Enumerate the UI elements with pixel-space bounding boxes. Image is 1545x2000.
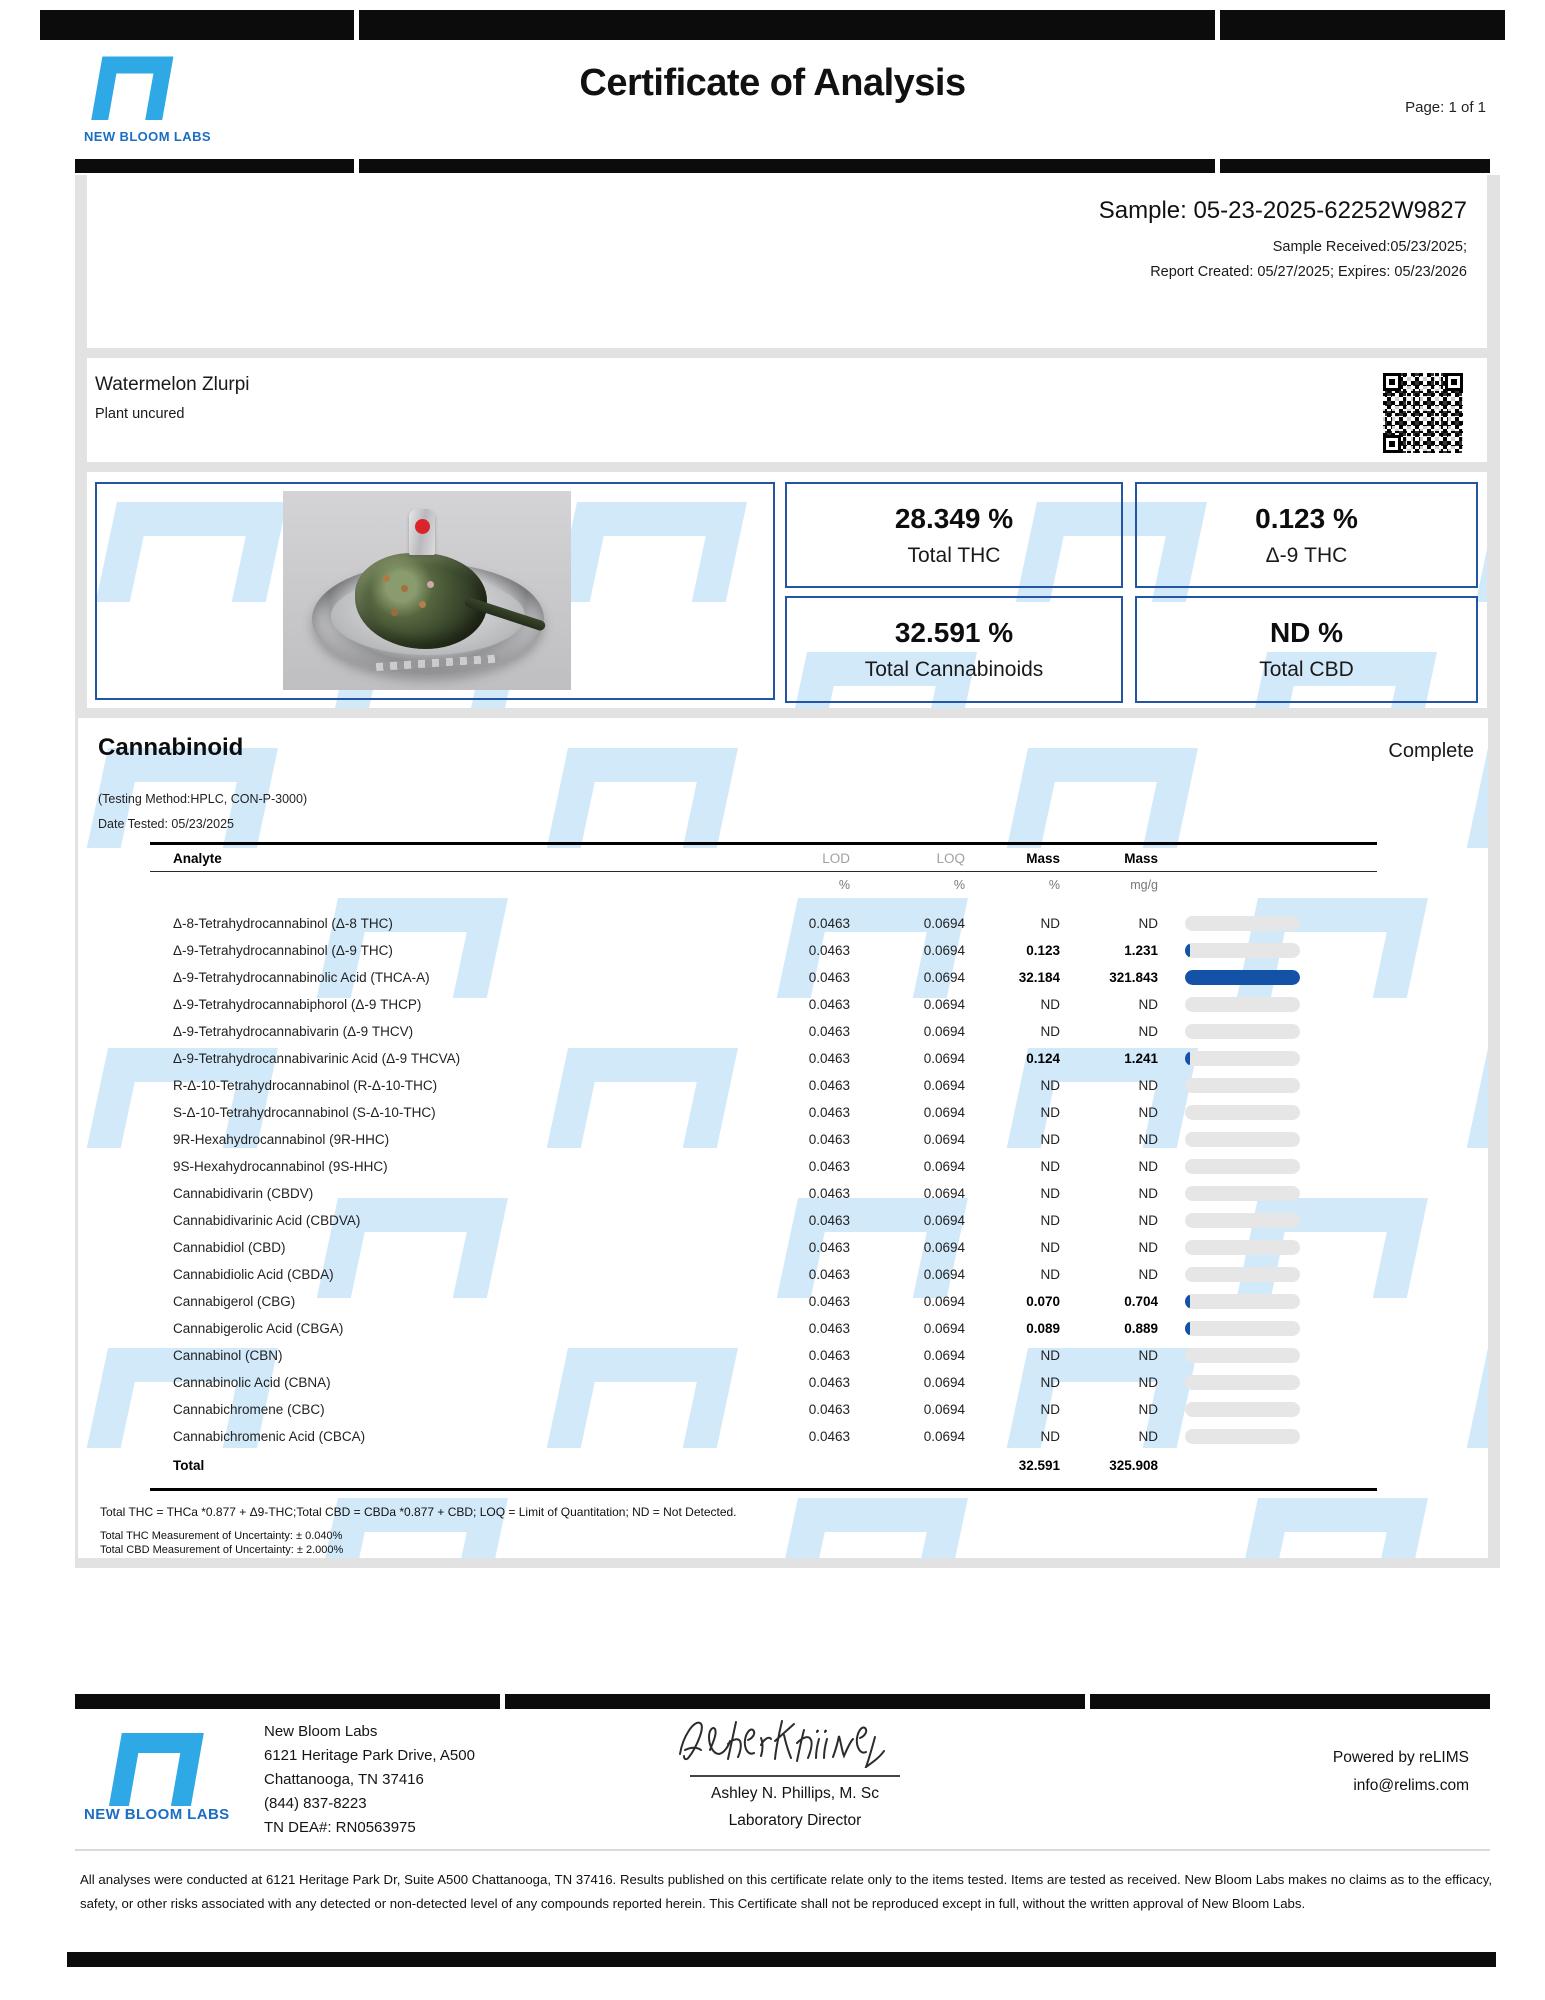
table-row xyxy=(150,1153,1377,1180)
loq-value: 0.0694 xyxy=(923,943,965,958)
mass-bar-track xyxy=(1185,997,1300,1012)
mass-bar-track xyxy=(1185,1078,1300,1093)
mass-percent-value: ND xyxy=(1040,1348,1060,1363)
table-header-row xyxy=(150,842,1377,872)
mass-bar-cell xyxy=(1158,1078,1377,1093)
mass-percent-value: 0.123 xyxy=(1026,943,1060,958)
mass-percent-value: ND xyxy=(1040,1159,1060,1174)
analyte-name: Cannabinol (CBN) xyxy=(173,1348,283,1363)
mass-bar-track xyxy=(1185,1186,1300,1201)
table-row xyxy=(150,1234,1377,1261)
table-row xyxy=(150,910,1377,937)
table-row xyxy=(150,964,1377,991)
mass-mgg-value: ND xyxy=(1138,1078,1158,1093)
page-title: Certificate of Analysis xyxy=(579,62,966,104)
footer-rule xyxy=(75,1849,1490,1851)
lod-value: 0.0463 xyxy=(808,1429,850,1444)
date-tested: Date Tested: 05/23/2025 xyxy=(98,817,234,831)
mass-bar-track xyxy=(1185,1051,1300,1066)
analyte-name: Cannabichromene (CBC) xyxy=(173,1402,325,1417)
table-row xyxy=(150,1018,1377,1045)
mass-bar-track xyxy=(1185,1348,1300,1363)
stat-box-total-thc xyxy=(785,482,1123,588)
lod-value: 0.0463 xyxy=(808,1132,850,1147)
mass-mgg-value: 1.241 xyxy=(1124,1051,1158,1066)
header-divider-bar xyxy=(75,159,1490,173)
mass-bar-track xyxy=(1185,970,1300,985)
table-row xyxy=(150,1315,1377,1342)
loq-value: 0.0694 xyxy=(923,1321,965,1336)
table-units-row xyxy=(150,872,1377,898)
bar-gap xyxy=(1215,159,1220,173)
analyte-name: Δ-9-Tetrahydrocannabivarin (Δ-9 THCV) xyxy=(173,1024,414,1039)
footer-brand-text: NEW BLOOM LABS xyxy=(84,1806,230,1823)
mass-percent-value: ND xyxy=(1040,1267,1060,1282)
unit-label: % xyxy=(1048,878,1060,892)
analyte-name: 9R-Hexahydrocannabinol (9R-HHC) xyxy=(173,1132,390,1147)
stat-value: 28.349 % xyxy=(894,502,1014,534)
footer-divider-bar xyxy=(75,1694,1490,1709)
mass-mgg-value: 0.704 xyxy=(1124,1294,1158,1309)
column-header: Analyte xyxy=(173,850,222,866)
bar-gap xyxy=(1085,1694,1090,1709)
table-row xyxy=(150,991,1377,1018)
report-created-expires: Report Created: 05/27/2025; Expires: 05/23/2026 xyxy=(1150,264,1467,280)
mass-percent-value: ND xyxy=(1040,1429,1060,1444)
red-dot-sticker xyxy=(415,519,430,534)
mass-mgg-value: ND xyxy=(1138,916,1158,931)
bar-gap xyxy=(354,159,359,173)
mass-bar-fill xyxy=(1185,943,1190,958)
loq-value: 0.0694 xyxy=(923,1294,965,1309)
lod-value: 0.0463 xyxy=(808,1240,850,1255)
mass-mgg-value: 1.231 xyxy=(1124,943,1158,958)
analyte-name: Δ-9-Tetrahydrocannabivarinic Acid (Δ-9 THCVA) xyxy=(173,1051,461,1066)
loq-value: 0.0694 xyxy=(923,970,965,985)
mass-mgg-value: ND xyxy=(1138,1159,1158,1174)
lod-value: 0.0463 xyxy=(808,1078,850,1093)
table-row xyxy=(150,937,1377,964)
mass-bar-cell xyxy=(1158,1267,1377,1282)
loq-value: 0.0694 xyxy=(923,1429,965,1444)
mass-bar-fill xyxy=(1185,1321,1190,1336)
mass-mgg-value: ND xyxy=(1138,1267,1158,1282)
loq-value: 0.0694 xyxy=(923,1240,965,1255)
lab-phone: (844) 837-8223 xyxy=(264,1795,367,1812)
analyte-name: Δ-8-Tetrahydrocannabinol (Δ-8 THC) xyxy=(173,916,393,931)
mass-bar-cell xyxy=(1158,1294,1377,1309)
total-mass-mgg: 325.908 xyxy=(1109,1457,1158,1473)
mass-bar-track xyxy=(1185,1240,1300,1255)
mass-mgg-value: ND xyxy=(1138,1186,1158,1201)
lab-name: New Bloom Labs xyxy=(264,1723,378,1740)
stat-label: Total THC xyxy=(907,543,1001,567)
sample-info-panel xyxy=(87,175,1487,348)
loq-value: 0.0694 xyxy=(923,1051,965,1066)
mass-bar-track xyxy=(1185,916,1300,931)
mass-percent-value: ND xyxy=(1040,997,1060,1012)
lod-value: 0.0463 xyxy=(808,1159,850,1174)
mass-bar-cell xyxy=(1158,970,1377,985)
stat-box-total-cannabinoids xyxy=(785,596,1123,703)
uncertainty-notes xyxy=(100,1530,343,1557)
mass-percent-value: ND xyxy=(1040,916,1060,931)
product-type: Plant uncured xyxy=(95,406,185,422)
table-row xyxy=(150,1207,1377,1234)
lod-value: 0.0463 xyxy=(808,1321,850,1336)
loq-value: 0.0694 xyxy=(923,1159,965,1174)
qr-code xyxy=(1379,369,1467,457)
signer-title: Laboratory Director xyxy=(728,1812,862,1829)
lod-value: 0.0463 xyxy=(808,1402,850,1417)
analyte-name: Cannabidivarinic Acid (CBDVA) xyxy=(173,1213,361,1228)
stat-value: 0.123 % xyxy=(1255,502,1358,534)
lod-value: 0.0463 xyxy=(808,1024,850,1039)
uncertainty-thc: Total THC Measurement of Uncertainty: ± 0.040% xyxy=(100,1530,343,1542)
mass-bar-cell xyxy=(1158,997,1377,1012)
mass-mgg-value: ND xyxy=(1138,1402,1158,1417)
analyte-name: Cannabigerolic Acid (CBGA) xyxy=(173,1321,344,1336)
mass-bar-cell xyxy=(1158,1024,1377,1039)
loq-value: 0.0694 xyxy=(923,1132,965,1147)
mass-percent-value: ND xyxy=(1040,1213,1060,1228)
loq-value: 0.0694 xyxy=(923,1186,965,1201)
mass-mgg-value: ND xyxy=(1138,1105,1158,1120)
mass-bar-fill xyxy=(1185,1051,1190,1066)
table-row xyxy=(150,1288,1377,1315)
mass-mgg-value: ND xyxy=(1138,1024,1158,1039)
analyte-name: Cannabichromenic Acid (CBCA) xyxy=(173,1429,366,1444)
bottom-bar xyxy=(67,1952,1496,1967)
mass-mgg-value: ND xyxy=(1138,1375,1158,1390)
uncertainty-cbd: Total CBD Measurement of Uncertainty: ± 2.000% xyxy=(100,1543,344,1556)
mass-bar-cell xyxy=(1158,1213,1377,1228)
bar-gap xyxy=(354,10,359,40)
lod-value: 0.0463 xyxy=(808,1213,850,1228)
cannabinoid-table xyxy=(150,842,1377,1491)
mass-bar-track xyxy=(1185,1024,1300,1039)
analyte-name: S-Δ-10-Tetrahydrocannabinol (S-Δ-10-THC) xyxy=(173,1105,436,1120)
mass-bar-cell xyxy=(1158,1132,1377,1147)
column-header: Mass xyxy=(1026,850,1060,866)
analyte-name: Δ-9-Tetrahydrocannabiphorol (Δ-9 THCP) xyxy=(173,997,422,1012)
mass-bar-cell xyxy=(1158,1402,1377,1417)
loq-value: 0.0694 xyxy=(923,1348,965,1363)
lod-value: 0.0463 xyxy=(808,1348,850,1363)
stat-box-total-cbd xyxy=(1135,596,1478,703)
mass-bar-track xyxy=(1185,1321,1300,1336)
signer-name: Ashley N. Phillips, M. Sc xyxy=(711,1785,879,1802)
mass-percent-value: ND xyxy=(1040,1078,1060,1093)
mass-mgg-value: ND xyxy=(1138,997,1158,1012)
lod-value: 0.0463 xyxy=(808,997,850,1012)
mass-bar-cell xyxy=(1158,916,1377,931)
lod-value: 0.0463 xyxy=(808,916,850,931)
table-row xyxy=(150,1369,1377,1396)
table-row xyxy=(150,1423,1377,1450)
unit-label: % xyxy=(838,878,850,892)
mass-mgg-value: 0.889 xyxy=(1124,1321,1158,1336)
mass-percent-value: ND xyxy=(1040,1024,1060,1039)
analyte-name: Cannabinolic Acid (CBNA) xyxy=(173,1375,331,1390)
lod-value: 0.0463 xyxy=(808,1267,850,1282)
analyte-name: Δ-9-Tetrahydrocannabinolic Acid (THCA-A) xyxy=(173,970,430,985)
disclaimer-text: All analyses were conducted at 6121 Heritage Park Dr, Suite A500 Chattanooga, TN 37416. Results published on this certificate relate only to the items tested. Items are tested as received. New Bloom Labs makes no claims as to the efficacy, safety, or other risks associated with any detected or non-detected level of any compounds reported herein. This Certificate shall not be reproduced except in full, without the written approval of New Bloom Labs. xyxy=(80,1872,1492,1911)
mass-bar-cell xyxy=(1158,1348,1377,1363)
loq-value: 0.0694 xyxy=(923,916,965,931)
mass-percent-value: ND xyxy=(1040,1132,1060,1147)
mass-bar-cell xyxy=(1158,1240,1377,1255)
mass-bar-cell xyxy=(1158,1375,1377,1390)
stat-value: ND % xyxy=(1269,617,1344,648)
cannabinoid-table-body xyxy=(150,898,1377,1450)
qr-finder-icon xyxy=(1383,373,1401,391)
mass-bar-cell xyxy=(1158,1051,1377,1066)
lab-address-line1: 6121 Heritage Park Drive, A500 xyxy=(264,1747,475,1764)
relims-email: info@relims.com xyxy=(1353,1777,1469,1794)
table-row xyxy=(150,1126,1377,1153)
header-brand-text: NEW BLOOM LABS xyxy=(84,129,211,144)
signature-icon xyxy=(670,1712,920,1768)
unit-label: % xyxy=(953,878,965,892)
analyte-name: 9S-Hexahydrocannabinol (9S-HHC) xyxy=(173,1159,388,1174)
mass-bar-cell xyxy=(1158,1159,1377,1174)
mass-bar-track xyxy=(1185,1213,1300,1228)
mass-percent-value: ND xyxy=(1040,1105,1060,1120)
mass-mgg-value: 321.843 xyxy=(1109,970,1158,985)
column-header: Mass xyxy=(1124,850,1158,866)
sample-photo xyxy=(283,491,571,690)
cannabinoid-section xyxy=(78,718,1488,1558)
stat-label: Total Cannabinoids xyxy=(864,658,1044,681)
analyte-name: Cannabidiolic Acid (CBDA) xyxy=(173,1267,334,1282)
analyte-name: Cannabigerol (CBG) xyxy=(173,1294,296,1309)
total-mass-pct: 32.591 xyxy=(1018,1457,1060,1473)
table-row xyxy=(150,1261,1377,1288)
analyte-name: Δ-9-Tetrahydrocannabinol (Δ-9 THC) xyxy=(173,943,393,958)
mass-percent-value: 0.089 xyxy=(1026,1321,1060,1336)
mass-bar-track xyxy=(1185,1294,1300,1309)
column-header: LOD xyxy=(822,850,850,866)
qr-finder-icon xyxy=(1383,435,1401,453)
section-status: Complete xyxy=(1388,740,1474,762)
qr-finder-icon xyxy=(1445,373,1463,391)
lod-value: 0.0463 xyxy=(808,1105,850,1120)
analyte-name: Cannabidivarin (CBDV) xyxy=(173,1186,314,1201)
testing-method: (Testing Method:HPLC, CON-P-3000) xyxy=(98,792,308,806)
table-total-row xyxy=(150,1450,1377,1480)
analyte-name: R-Δ-10-Tetrahydrocannabinol (R-Δ-10-THC) xyxy=(173,1078,438,1093)
bar-gap xyxy=(500,1694,505,1709)
table-row xyxy=(150,1045,1377,1072)
powered-by-block xyxy=(1333,1744,1469,1800)
section-title: Cannabinoid xyxy=(98,734,244,761)
mass-mgg-value: ND xyxy=(1138,1348,1158,1363)
loq-value: 0.0694 xyxy=(923,1105,965,1120)
total-label: Total xyxy=(173,1457,205,1473)
mass-mgg-value: ND xyxy=(1138,1240,1158,1255)
powered-by: Powered by reLIMS xyxy=(1332,1749,1469,1766)
column-header: LOQ xyxy=(936,850,965,866)
loq-value: 0.0694 xyxy=(923,997,965,1012)
mass-percent-value: 0.124 xyxy=(1026,1051,1060,1066)
table-row xyxy=(150,1342,1377,1369)
table-footnote: Total THC = THCa *0.877 + Δ9-THC;Total CBD = CBDa *0.877 + CBD; LOQ = Limit of Quantitation; ND = Not Detected. xyxy=(100,1505,737,1519)
lod-value: 0.0463 xyxy=(808,1375,850,1390)
signature-line xyxy=(690,1775,900,1777)
loq-value: 0.0694 xyxy=(923,1024,965,1039)
mass-mgg-value: ND xyxy=(1138,1213,1158,1228)
mass-mgg-value: ND xyxy=(1138,1132,1158,1147)
mass-percent-value: 32.184 xyxy=(1018,970,1060,985)
lab-dea-number: TN DEA#: RN0563975 xyxy=(264,1819,416,1836)
mass-percent-value: 0.070 xyxy=(1026,1294,1060,1309)
foil-tab xyxy=(409,509,435,555)
stat-label: Δ-9 THC xyxy=(1265,543,1348,567)
mass-bar-cell xyxy=(1158,1429,1377,1444)
mass-percent-value: ND xyxy=(1040,1240,1060,1255)
lod-value: 0.0463 xyxy=(808,1294,850,1309)
mass-percent-value: ND xyxy=(1040,1375,1060,1390)
table-row xyxy=(150,1099,1377,1126)
lod-value: 0.0463 xyxy=(808,970,850,985)
unit-label: mg/g xyxy=(1130,878,1158,892)
loq-value: 0.0694 xyxy=(923,1078,965,1093)
mass-bar-track xyxy=(1185,1267,1300,1282)
stat-value: 32.591 % xyxy=(894,617,1014,648)
table-row xyxy=(150,1072,1377,1099)
product-name: Watermelon Zlurpi xyxy=(95,374,250,395)
lod-value: 0.0463 xyxy=(808,1051,850,1066)
signature-block xyxy=(640,1712,950,1830)
top-divider-bar xyxy=(40,10,1505,40)
sample-id: Sample: 05-23-2025-62252W9827 xyxy=(1098,197,1467,224)
bud-pistils xyxy=(383,575,390,582)
table-bottom-rule xyxy=(150,1488,1377,1491)
bar-gap xyxy=(1215,10,1220,40)
mass-bar-cell xyxy=(1158,1321,1377,1336)
analyte-name: Cannabidiol (CBD) xyxy=(173,1240,286,1255)
mass-bar-fill xyxy=(1185,970,1300,985)
mass-bar-cell xyxy=(1158,943,1377,958)
mass-bar-track xyxy=(1185,1105,1300,1120)
lab-address-line2: Chattanooga, TN 37416 xyxy=(264,1771,424,1788)
mass-bar-track xyxy=(1185,943,1300,958)
mass-bar-track xyxy=(1185,1132,1300,1147)
stat-label: Total CBD xyxy=(1259,658,1354,681)
new-bloom-labs-logo-icon xyxy=(103,1728,213,1810)
mass-bar-track xyxy=(1185,1402,1300,1417)
lod-value: 0.0463 xyxy=(808,943,850,958)
lod-value: 0.0463 xyxy=(808,1186,850,1201)
mass-bar-track xyxy=(1185,1429,1300,1444)
mass-bar-fill xyxy=(1185,1294,1190,1309)
page-number-label: Page: 1 of 1 xyxy=(1405,99,1486,116)
product-panel xyxy=(87,358,1487,462)
loq-value: 0.0694 xyxy=(923,1402,965,1417)
mass-percent-value: ND xyxy=(1040,1186,1060,1201)
mass-bar-track xyxy=(1185,1159,1300,1174)
loq-value: 0.0694 xyxy=(923,1267,965,1282)
mass-bar-cell xyxy=(1158,1186,1377,1201)
summary-panel xyxy=(87,472,1487,708)
loq-value: 0.0694 xyxy=(923,1375,965,1390)
table-row xyxy=(150,1180,1377,1207)
mass-percent-value: ND xyxy=(1040,1402,1060,1417)
table-row xyxy=(150,1396,1377,1423)
mass-bar-track xyxy=(1185,1375,1300,1390)
stat-box-delta9-thc xyxy=(1135,482,1478,588)
lab-address-block xyxy=(264,1720,475,1840)
mass-mgg-value: ND xyxy=(1138,1429,1158,1444)
loq-value: 0.0694 xyxy=(923,1213,965,1228)
mass-bar-cell xyxy=(1158,1105,1377,1120)
sample-received-date: Sample Received:05/23/2025; xyxy=(1272,239,1467,255)
